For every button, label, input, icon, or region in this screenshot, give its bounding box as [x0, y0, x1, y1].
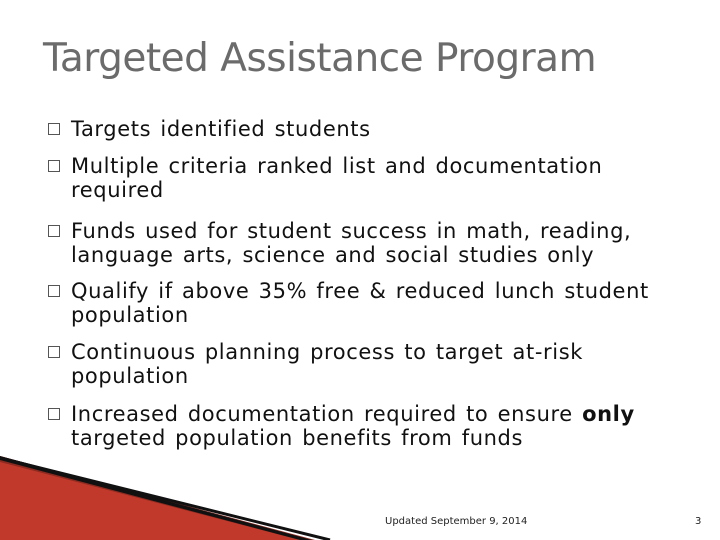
- bullet-text: language arts, science and social studies only: [71, 243, 595, 267]
- page-number: 3: [695, 516, 702, 527]
- bullet-text: population: [71, 364, 189, 388]
- bullet-text: Targets identified students: [71, 117, 371, 141]
- bullet-text: targeted population benefits from funds: [71, 426, 523, 450]
- bullet-text: population: [71, 303, 189, 327]
- bullet-text: Continuous planning process to target at-risk: [71, 340, 583, 364]
- bullet-text: Funds used for student success in math, reading,: [71, 219, 632, 243]
- bullet-text: Qualify if above 35% free & reduced lunch student: [71, 279, 649, 303]
- emphasis-text: only: [582, 402, 635, 426]
- footer-date: Updated September 9, 2014: [385, 516, 528, 527]
- bullet-text-part: Increased documentation required to ensure: [71, 402, 583, 426]
- bullet-text: Multiple criteria ranked list and documentation: [71, 154, 603, 178]
- bullet-text: required: [71, 178, 164, 202]
- slide-title: Targeted Assistance Program: [43, 36, 597, 81]
